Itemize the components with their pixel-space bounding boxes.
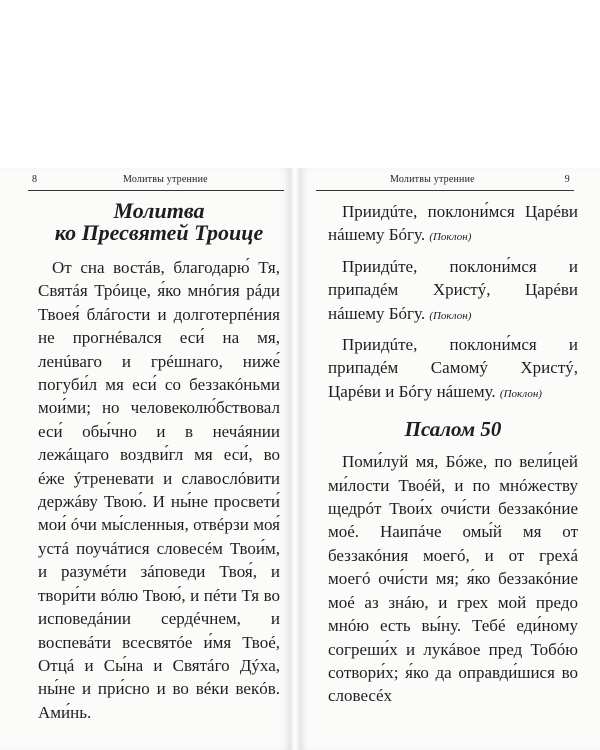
left-running-head xyxy=(28,174,284,191)
verse-3-text: Приидúте, поклони́мся и припадéм Самомý Христý, Царéви и Бóгу нáшему. xyxy=(328,335,578,401)
verse-3 xyxy=(328,333,578,406)
left-page-number: 8 xyxy=(32,174,38,185)
bow-note-2: (Поклон) xyxy=(429,309,472,322)
right-page-number: 9 xyxy=(564,174,570,185)
verse-2 xyxy=(328,255,578,328)
verse-1-text: Приидúте, поклони́мся Царéви нáшему Бóгу. xyxy=(328,202,578,245)
left-running-title: Молитвы утренние xyxy=(123,174,208,185)
prayer-title-line-1: Молитва xyxy=(113,198,205,223)
right-running-head xyxy=(316,174,574,191)
bow-note-1: (Поклон) xyxy=(429,231,472,244)
right-running-title: Молитвы утренние xyxy=(390,174,475,185)
bow-note-3: (Поклон) xyxy=(499,387,542,400)
psalm-text: Поми́луй мя, Бóже, по вели́цей ми́лости Твоéй, и по мнóжеству щедрóт Твои́х очи́сти беззакóние моé. Наипáче омы́й мя от беззакóния моегó, и от грехá моегó очи́сти мя; я́ко беззакóние моé аз знáю, и грех мой предо мнóю есть вы́ну. Тебé еди́ному согреши́х и лукáвое пред Тобóю сотвори́х; я́ко да оправди́шися во словесéх xyxy=(328,452,578,706)
psalm-title: Псалом 50 xyxy=(404,417,502,442)
book-gutter xyxy=(290,168,300,750)
prayer-text: От сна востáв, благодарю́ Тя, Святáя Трóице, я́ко мнóгия рáди Твоея́ блáгости и долготерпéния не прогнéвался еси́ на мя, ленúваго и грéшнаго, ниже́ погуби́л мя еси́ со беззакóньми мои́ми; но человеколю́бствовал еси́ обы́чно и в нечáянии лежáщаго воздви́гл мя еси́, во éже ýтреневати и славослóвити держáву Твою́. И ны́не просвети́ мои́ óчи мы́сленныя, отвéрзи моя́ устá поучáтися словесéм Твои́м, и разумéти зáповеди Твоя́, и твори́ти вóлю Твою́, и пéти Тя во исповедáнии сердéчнем, и воспевáти всесвятóе и́мя Твоé, Отцá и Сы́на и Святáго Дýха, ны́не и при́сно и во вéки векóв. Ами́нь. xyxy=(38,258,280,722)
verse-1 xyxy=(328,200,578,250)
right-text-column xyxy=(328,200,578,708)
prayer-title-line-2: ко Пресвятей Троице xyxy=(54,220,264,245)
left-text-column xyxy=(38,200,280,724)
verse-2-text: Приидúте, поклони́мся и припадéм Христý, Царéви нáшему Бóгу. xyxy=(328,256,578,323)
prayer-title xyxy=(38,200,280,244)
